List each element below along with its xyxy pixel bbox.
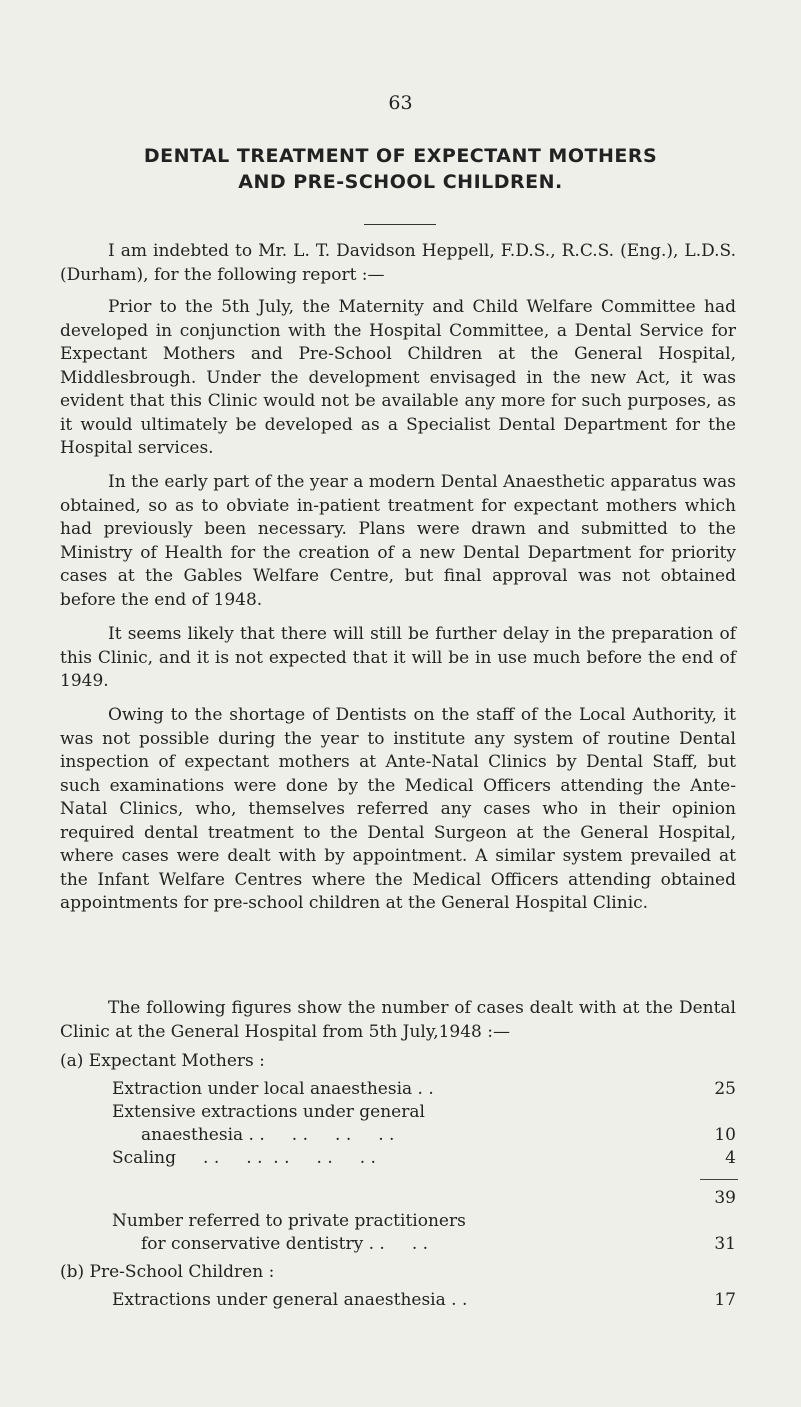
section-a-heading: (a) Expectant Mothers : [60,1051,265,1071]
row-preschool-extractions-label: Extractions under general anaesthesia . . [112,1290,468,1310]
paragraph-acknowledgement: I am indebted to Mr. L. T. Davidson Heppell, F.D.S., R.C.S. (Eng.), L.D.S. (Durham), for the following report :— [60,241,736,285]
paragraph-delay: It seems likely that there will still be further delay in the preparation of this Clinic, and it is not expected that it will be in use much before the end of 1949. [60,624,736,691]
section-b-heading: (b) Pre-School Children : [60,1262,275,1282]
row-scaling-label: Scaling . . . . . . . . . . [112,1148,376,1168]
title-rule [364,224,436,225]
sum-rule [700,1179,738,1180]
row-scaling-value: 4 [725,1148,736,1168]
row-local-anaesthesia-value: 25 [714,1079,736,1099]
referred-value: 31 [714,1234,736,1254]
paragraph-early-part: In the early part of the year a modern Dental Anaesthetic apparatus was obtained, so as to obviate in-patient treatment for expectant mothers which had previously been necessary. Plans were drawn and submitted to the Ministry of Health for the creation of a new Dental Department for priority cases at the Gables Welfare Centre, but final approval was not obtained before the end of 1948. [60,472,736,610]
page-number: 63 [388,92,413,114]
paragraph-figures: The following figures show the number of cases dealt with at the Dental Clinic at the General Hospital from 5th July,1948 :— [60,998,736,1042]
row-extensive-label-b: anaesthesia . . . . . . . . [141,1125,395,1145]
row-local-anaesthesia-label: Extraction under local anaesthesia . . [112,1079,434,1099]
row-extensive-value: 10 [714,1125,736,1145]
row-extensive-label-a: Extensive extractions under general [112,1102,425,1122]
total-value: 39 [714,1188,736,1208]
title-line-2: AND PRE-SCHOOL CHILDREN. [238,171,563,193]
referred-label-a: Number referred to private practitioners [112,1211,466,1231]
title-line-1: DENTAL TREATMENT OF EXPECTANT MOTHERS [143,145,658,167]
row-preschool-extractions-value: 17 [714,1290,736,1310]
paragraph-prior: Prior to the 5th July, the Maternity and Child Welfare Committee had developed in conjunction with the Hospital Committee, a Dental Service for Expectant Mothers and Pre-School Children at the General Hospital, Middlesbrough. Under the development envisaged in the new Act, it was evident that this Clinic would not be available any more for such purposes, as it would ultimately be developed as a Specialist Dental Department for the Hospital services. [60,297,736,458]
referred-label-b: for conservative dentistry . . . . [141,1234,429,1254]
paragraph-shortage: Owing to the shortage of Dentists on the staff of the Local Authority, it was not possible during the year to institute any system of routine Dental inspection of expectant mothers at Ante-Natal Clinics by Dental Staff, but such examinations were done by the Medical Officers attending the Ante-Natal Clinics, who, themselves referred any cases who in their opinion required dental treatment to the Dental Surgeon at the General Hospital, where cases were dealt with by appointment. A similar system prevailed at the Infant Welfare Centres where the Medical Officers attending obtained appointments for pre-school children at the General Hospital Clinic. [60,705,736,913]
